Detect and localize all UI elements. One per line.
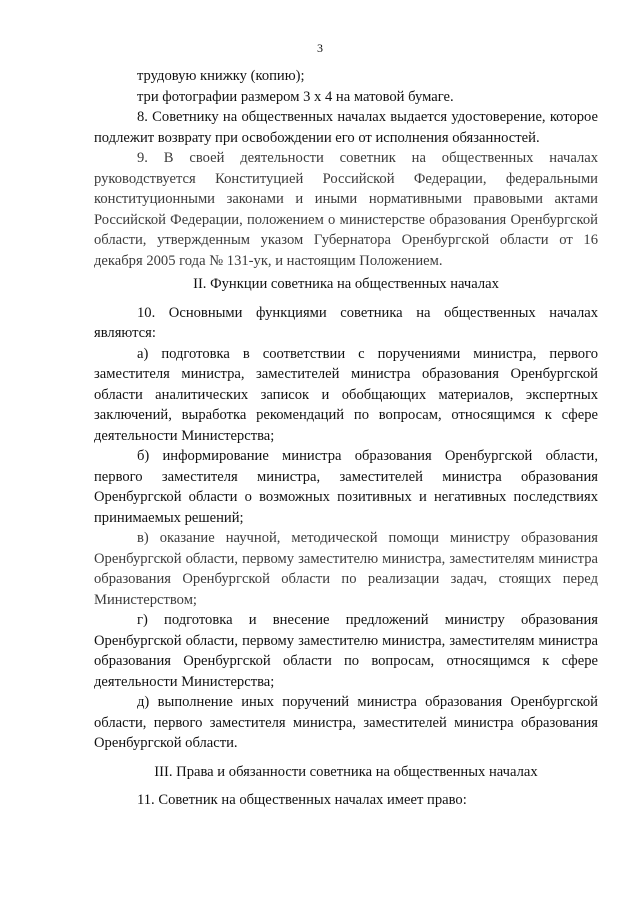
paragraph-10a: а) подготовка в соответствии с поручениями министра, первого заместителя министра, заместителей министра образования Оренбургской области аналитических записок и обобщающих материалов, экспертных заключений, выработка рекомендаций по вопросам, относящимся к сфере деятельности Министерства; bbox=[94, 345, 598, 444]
document-body bbox=[94, 66, 598, 811]
paragraph-continuation-work-book: трудовую книжку (копию); bbox=[137, 68, 305, 84]
page-number: 3 bbox=[317, 41, 323, 55]
paragraph-10b: б) информирование министра образования Оренбургской области, первого заместителя министра, заместителей министра образования Оренбургской области о возможных позитивных и негативных последствиях принимаемых решений; bbox=[94, 448, 598, 526]
section-3-heading: III. Права и обязанности советника на общественных началах bbox=[154, 763, 538, 780]
paragraph-10d: д) выполнение иных поручений министра образования Оренбургской области, первого заместителя министра, заместителей министра образования Оренбургской области. bbox=[94, 694, 598, 751]
paragraph-8: 8. Советнику на общественных началах выдается удостоверение, которое подлежит возврату при освобождении его от исполнения обязанностей. bbox=[94, 109, 598, 146]
section-2-heading: II. Функции советника на общественных началах bbox=[193, 276, 499, 292]
paragraph-11: 11. Советник на общественных началах имеет право: bbox=[137, 792, 467, 808]
paragraph-10: 10. Основными функциями советника на общественных началах являются: bbox=[94, 304, 598, 341]
paragraph-9: 9. В своей деятельности советник на общественных началах руководствуется Конституцией Российской Федерации, федеральными конституционными законами и иными нормативными правовыми актами Российской Федерации, положением о министерстве образования Оренбургской области, утвержденным указом Губернатора Оренбургской области от 16 декабря 2005 года № 131-ук, и настоящим Положением. bbox=[94, 150, 598, 269]
paragraph-10g: г) подготовка и внесение предложений министру образования Оренбургской области, первому заместителю министра, заместителям министра образования Оренбургской области по вопросам, относящимся к сфере деятельности Министерства; bbox=[94, 612, 598, 690]
paragraph-continuation-photos: три фотографии размером 3 х 4 на матовой бумаге. bbox=[137, 88, 454, 105]
paragraph-10v: в) оказание научной, методической помощи министру образования Оренбургской области, первому заместителю министра, заместителям министра образования Оренбургской области по реализации задач, стоящих перед Министерством; bbox=[94, 530, 598, 608]
